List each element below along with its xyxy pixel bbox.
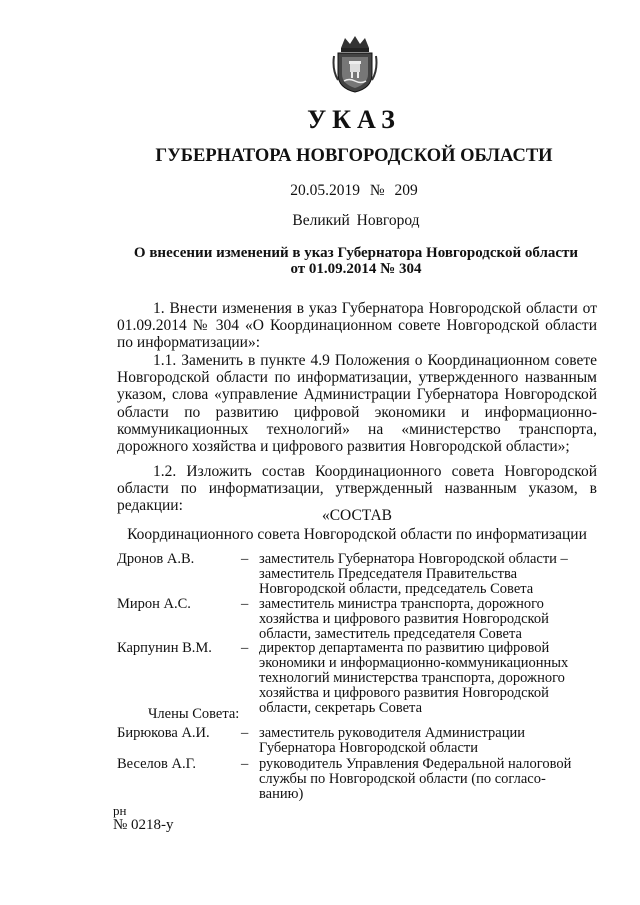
role-line: заместитель Председателя Правительства bbox=[259, 566, 518, 582]
paragraph-1: 1. Внести изменения в указ Губернатора Новгородской области от 01.09.2014 № 304 «О Координационном совете Новгородской области по информатизации»: bbox=[117, 300, 597, 352]
decree-title: УКАЗ bbox=[307, 105, 401, 134]
member-dash: – bbox=[241, 640, 249, 656]
role-line: технологий министерства транспорта, дорожного bbox=[259, 670, 565, 686]
role-line: хозяйства и цифрового развития Новгородской bbox=[259, 685, 549, 701]
member-dash: – bbox=[241, 596, 249, 612]
decree-number: 209 bbox=[394, 182, 418, 199]
heading-line-1: О внесении изменений в указ Губернатора Новгородской области bbox=[133, 245, 579, 261]
member-dash: – bbox=[241, 756, 249, 772]
role-line: заместитель Губернатора Новгородской области – bbox=[259, 551, 568, 567]
role-line: хозяйства и цифрового развития Новгородской bbox=[259, 611, 549, 627]
role-line: области, заместитель председателя Совета bbox=[259, 626, 522, 642]
member-role bbox=[259, 597, 594, 642]
role-line: области, секретарь Совета bbox=[259, 700, 423, 716]
member-name: Карпунин В.М. bbox=[117, 640, 212, 656]
member-name: Бирюкова А.И. bbox=[117, 725, 210, 741]
member-role bbox=[259, 552, 594, 597]
members-label: Члены Совета: bbox=[148, 706, 240, 722]
coat-of-arms-icon bbox=[332, 34, 378, 94]
role-line: Новгородской области, председатель Совета bbox=[259, 581, 534, 597]
decree-heading bbox=[36, 245, 640, 277]
number-sign: № bbox=[369, 182, 385, 199]
footer-number: № 0218-у bbox=[113, 817, 174, 833]
role-line: ванию) bbox=[259, 786, 304, 802]
role-line: заместитель руководителя Администрации bbox=[259, 725, 526, 741]
paragraph-1-1: 1.1. Заменить в пункте 4.9 Положения о Координационном совете Новгородской области по информатизации, утвержденного названным указом, слова «управление Администрации Губернатора Новгородской области по развитию цифровой экономики и информационно-коммуникационных технологий» на «министерство транспорта, дорожного хозяйства и цифрового развития Новгородской области»; bbox=[117, 352, 597, 456]
member-role bbox=[259, 757, 594, 802]
heading-line-2: от 01.09.2014 № 304 bbox=[290, 261, 422, 277]
member-name: Дронов А.В. bbox=[117, 551, 195, 567]
composition-title: «СОСТАВ bbox=[321, 507, 393, 524]
member-name: Веселов А.Г. bbox=[117, 756, 196, 772]
role-line: директор департамента по развитию цифровой bbox=[259, 640, 550, 656]
decree-date: 20.05.2019 bbox=[290, 182, 360, 199]
composition-subtitle: Координационного совета Новгородской области по информатизации bbox=[127, 526, 587, 543]
member-dash: – bbox=[241, 551, 249, 567]
date-number-line bbox=[34, 182, 640, 200]
member-role bbox=[259, 641, 594, 716]
paragraph-1-2: 1.2. Изложить состав Координационного совета Новгородской области по информатизации, утвержденный названным указом, в редакции: bbox=[117, 463, 597, 515]
role-line: экономики и информационно-коммуникационных bbox=[259, 655, 569, 671]
member-dash: – bbox=[241, 725, 249, 741]
city-name: Великий Новгород bbox=[292, 212, 420, 229]
member-role bbox=[259, 726, 594, 756]
role-line: службы по Новгородской области (по согласо- bbox=[259, 771, 546, 787]
role-line: заместитель министра транспорта, дорожного bbox=[259, 596, 544, 612]
member-name: Мирон А.С. bbox=[117, 596, 191, 612]
role-line: Губернатора Новгородской области bbox=[259, 740, 479, 756]
role-line: руководитель Управления Федеральной налоговой bbox=[259, 756, 572, 772]
footer-code: рн bbox=[113, 803, 127, 818]
issuer-title: ГУБЕРНАТОРА НОВГОРОДСКОЙ ОБЛАСТИ bbox=[155, 146, 553, 166]
